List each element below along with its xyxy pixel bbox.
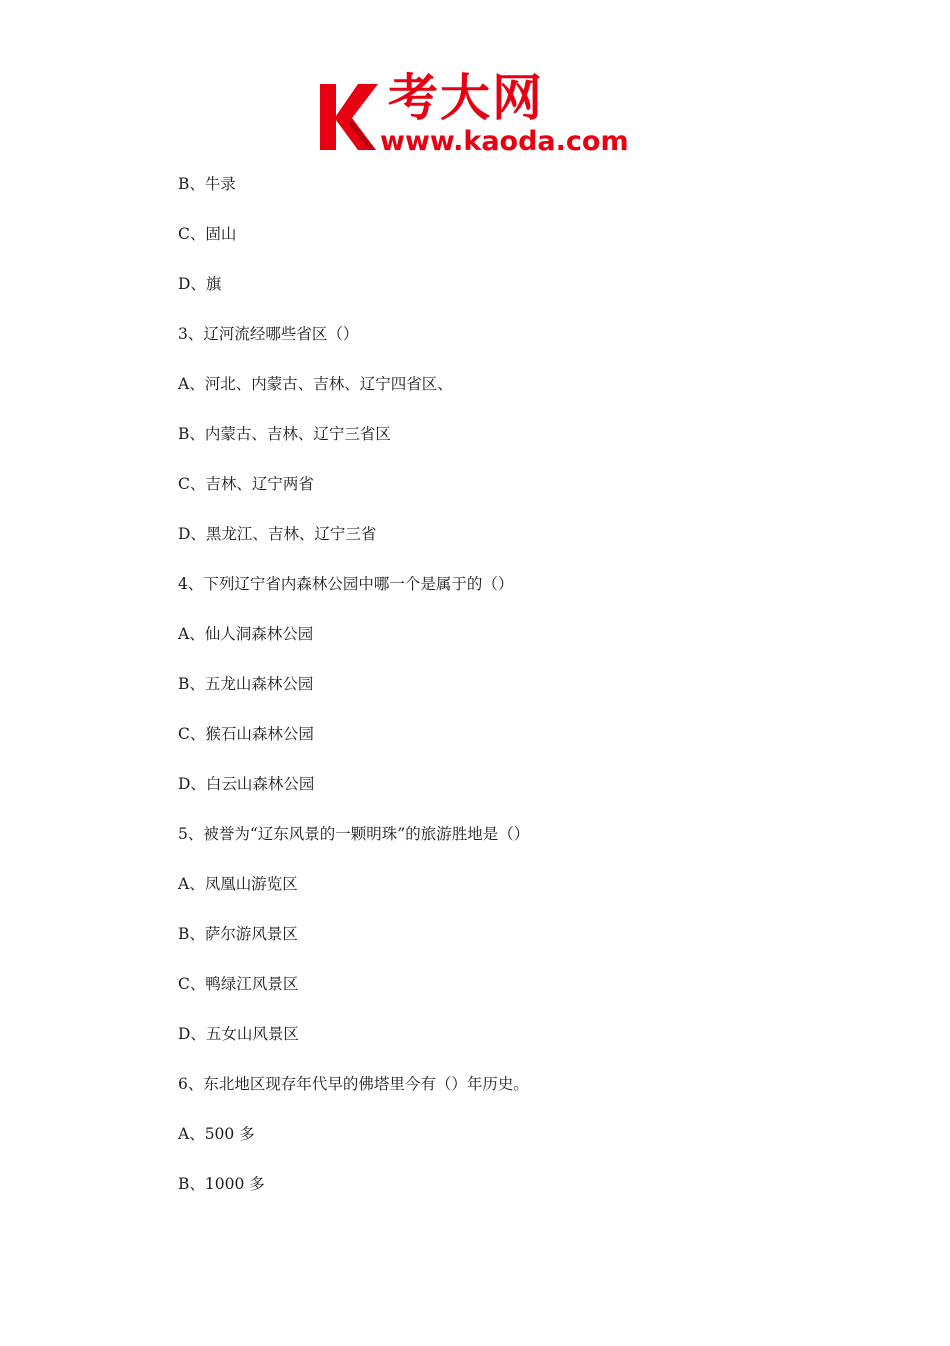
text-line: B、内蒙古、吉林、辽宁三省区	[178, 425, 391, 443]
text-line: 6、东北地区现存年代早的佛塔里今有（）年历史。	[178, 1075, 529, 1093]
text-line: 5、被誉为“辽东风景的一颗明珠”的旅游胜地是（）	[178, 825, 530, 843]
text-line: B、五龙山森林公园	[178, 675, 314, 693]
k-logo-icon	[318, 80, 380, 152]
text-line: A、河北、内蒙古、吉林、辽宁四省区、	[178, 375, 453, 393]
text-line: A、凤凰山游览区	[178, 875, 298, 893]
text-line: B、1000 多	[178, 1175, 265, 1193]
text-line: D、旗	[178, 275, 222, 293]
logo-url: www.kaoda.com	[380, 126, 629, 157]
text-line: C、吉林、辽宁两省	[178, 475, 314, 493]
kaoda-logo	[318, 69, 638, 160]
text-line: D、白云山森林公园	[178, 775, 315, 793]
text-line: C、鸭绿江风景区	[178, 975, 299, 993]
text-line: A、仙人洞森林公园	[178, 625, 314, 643]
text-line: B、牛录	[178, 175, 236, 193]
text-line: C、猴石山森林公园	[178, 725, 314, 743]
text-line: C、固山	[178, 225, 237, 243]
text-line: A、500 多	[178, 1125, 255, 1143]
text-line: 4、下列辽宁省内森林公园中哪一个是属于的（）	[178, 575, 514, 593]
text-line: D、黑龙江、吉林、辽宁三省	[178, 525, 377, 543]
text-line: D、五女山风景区	[178, 1025, 299, 1043]
text-line: 3、辽河流经哪些省区（）	[178, 325, 359, 343]
logo-brand-name: 考大网	[388, 69, 544, 127]
text-line: B、萨尔游风景区	[178, 925, 298, 943]
